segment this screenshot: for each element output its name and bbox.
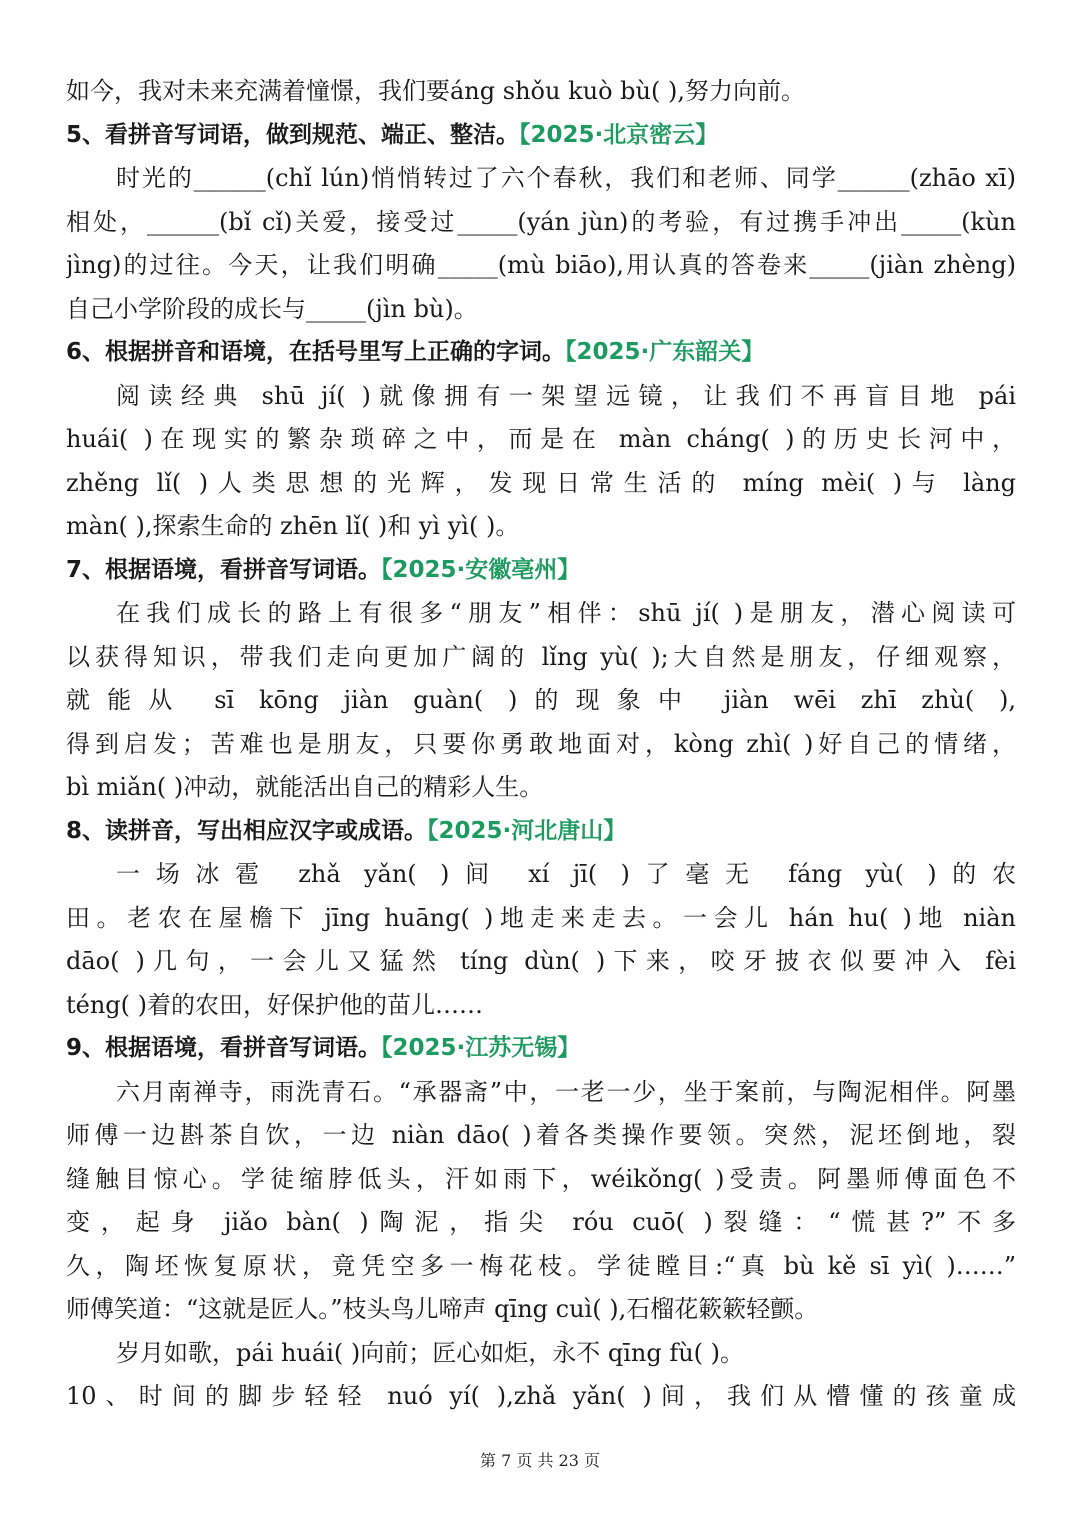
source-tag: 【2025·河北唐山】	[427, 817, 627, 844]
heading-text: 5、看拼音写词语，做到规范、端正、整洁。	[66, 121, 520, 148]
line-text: 变，起身 jiǎo bàn( )陶泥，指尖 róu cuō( )裂缝：“慌甚?”不多	[66, 1208, 1016, 1236]
line-text: 缝触目惊心。学徒缩脖低头，汗如雨下，wéikǒng( )受责。阿墨师傅面色不	[66, 1164, 1016, 1193]
line-text: 就能从 sī kōng jiàn guàn( )的现象中 jiàn wēi zhī zhù( ),	[66, 686, 1016, 714]
heading-text: 8、读拼音，写出相应汉字或成语。	[66, 817, 428, 844]
line-text: 田。老农在屋檐下 jīng huāng( )地走来走去。一会儿 hán hu( )地 niàn	[66, 903, 1016, 932]
line-text: 师傅笑道：“这就是匠人。”枝头鸟儿啼声 qīng cuì( ),石榴花簌簌轻颤。	[66, 1295, 819, 1323]
text-line	[66, 462, 1016, 506]
exercise-text	[66, 70, 1016, 1419]
text-line	[66, 505, 1016, 549]
line-text: huái( )在现实的繁杂琐碎之中，而是在 màn cháng( )的历史长河中，	[66, 425, 1016, 453]
text-line	[66, 70, 1016, 114]
line-text: 以获得知识，带我们走向更加广阔的 lǐng yù( );大自然是朋友，仔细观察，	[66, 642, 1016, 671]
line-text: 久，陶坯恢复原状，竟凭空多一梅花枝。学徒瞠目:“真 bù kě sī yì( )……”	[66, 1251, 1016, 1280]
line-text: 10、时间的脚步轻轻 nuó yí( ),zhǎ yǎn( )间，我们从懵懂的孩童成	[66, 1382, 1016, 1410]
line-text: 相处，______(bǐ cǐ)关爱，接受过_____(yán jùn)的考验，有过携手冲出_____(kùn	[66, 207, 1016, 236]
text-line	[66, 375, 1016, 419]
line-text: màn( ),探索生命的 zhēn lǐ( )和 yì yì( )。	[66, 512, 520, 540]
line-text: 自己小学阶段的成长与_____(jìn bù)。	[66, 294, 478, 323]
line-text: 师傅一边斟茶自饮，一边 niàn dāo( )着各类操作要领。突然，泥坯倒地，裂	[66, 1121, 1016, 1149]
line-text: 一场冰雹 zhǎ yǎn( )间 xí jī( )了毫无 fáng yù( )的农	[116, 860, 1016, 888]
text-line	[66, 1114, 1016, 1158]
page-footer: 第 7 页 共 23 页	[480, 1451, 600, 1470]
line-text: 岁月如歌，pái huái( )向前；匠心如炬，永不 qīng fù( )。	[116, 1338, 745, 1367]
text-line	[66, 636, 1016, 680]
question-heading	[66, 810, 1016, 854]
text-line	[66, 592, 1016, 636]
source-tag: 【2025·北京密云】	[519, 121, 719, 148]
source-tag: 【2025·广东韶关】	[565, 339, 765, 365]
text-line	[66, 679, 1016, 723]
text-line	[66, 940, 1016, 984]
text-line	[66, 723, 1016, 767]
text-line	[66, 157, 1016, 201]
line-text: zhěng lǐ( )人类思想的光辉，发现日常生活的 míng mèi( )与 làng	[66, 468, 1016, 497]
heading-text: 7、根据语境，看拼音写词语。	[66, 556, 382, 583]
text-line	[66, 288, 1016, 332]
text-line	[66, 853, 1016, 897]
heading-text: 9、根据语境，看拼音写词语。	[66, 1035, 382, 1061]
line-text: 六月南禅寺，雨洗青石。“承器斋”中，一老一少，坐于案前，与陶泥相伴。阿墨	[116, 1077, 1016, 1106]
heading-text: 6、根据拼音和语境，在括号里写上正确的字词。	[66, 339, 566, 365]
text-line	[66, 1071, 1016, 1115]
text-line	[66, 897, 1016, 941]
line-text: 阅读经典 shū jí( )就像拥有一架望远镜，让我们不再盲目地 pái	[116, 381, 1016, 410]
line-text: 得到启发；苦难也是朋友，只要你勇敢地面对，kòng zhì( )好自己的情绪，	[66, 729, 1016, 758]
text-line	[66, 1375, 1016, 1419]
line-text: téng( )着的农田，好保护他的苗儿……	[66, 990, 484, 1019]
line-text: 时光的______(chǐ lún)悄悄转过了六个春秋，我们和老师、同学______(zhāo xī)	[116, 164, 1016, 192]
line-text: dāo( )几句，一会儿又猛然 tíng dùn( )下来，咬牙披衣似要冲入 fèi	[66, 947, 1016, 975]
question-heading	[66, 549, 1016, 593]
text-line	[66, 1332, 1016, 1376]
text-line	[66, 418, 1016, 462]
text-line	[66, 1158, 1016, 1202]
question-heading	[66, 114, 1016, 158]
source-tag: 【2025·江苏无锡】	[381, 1035, 581, 1061]
line-text: 在我们成长的路上有很多“朋友”相伴：shū jí( )是朋友，潜心阅读可	[116, 599, 1016, 627]
source-tag: 【2025·安徽亳州】	[381, 556, 581, 583]
question-heading	[66, 331, 1016, 375]
text-line	[66, 984, 1016, 1028]
text-line	[66, 1288, 1016, 1332]
question-heading	[66, 1027, 1016, 1071]
line-text: bì miǎn( )冲动，就能活出自己的精彩人生。	[66, 773, 544, 801]
text-line	[66, 1245, 1016, 1289]
line-text: jìng)的过往。今天，让我们明确_____(mù biāo),用认真的答卷来_____(jiàn zhèng)	[66, 251, 1016, 279]
text-line	[66, 244, 1016, 288]
text-line	[66, 766, 1016, 810]
text-line	[66, 201, 1016, 245]
line-text: 如今，我对未来充满着憧憬，我们要áng shǒu kuò bù( ),努力向前。	[66, 77, 805, 105]
text-line	[66, 1201, 1016, 1245]
